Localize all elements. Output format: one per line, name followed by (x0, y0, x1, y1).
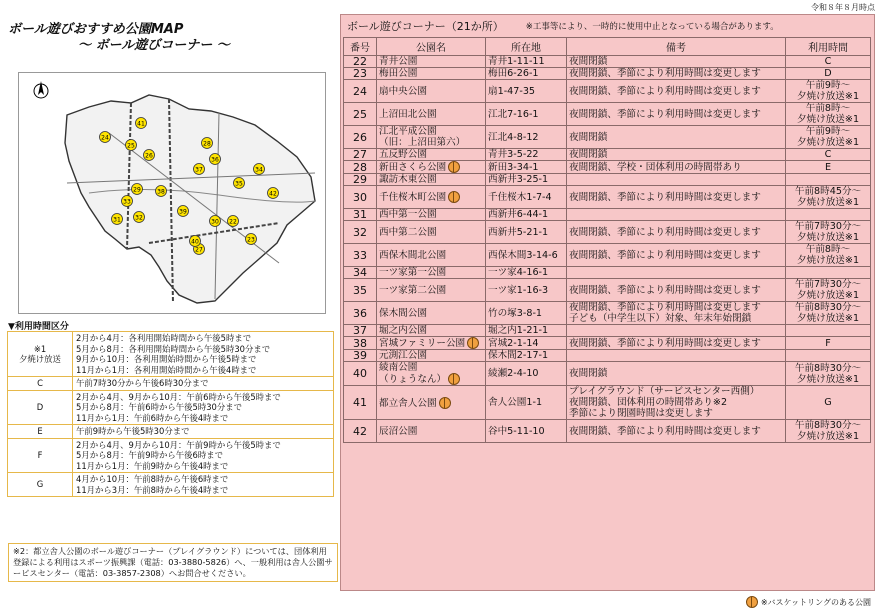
time-key: E (8, 425, 73, 439)
park-address: 谷中5-11-10 (486, 420, 567, 443)
park-note: プレイグラウンド（サービスセンター西側） 夜間閉鎖、団体利用の時間帯あり※2 季節により閉園時間は変更します (567, 386, 786, 420)
park-address: 梅田6-26-1 (486, 68, 567, 80)
time-key: G (8, 473, 73, 497)
park-name: 上沼田北公園 (377, 103, 486, 126)
park-note: 夜間閉鎖、季節により利用時間は変更します (567, 420, 786, 443)
park-name: 江北平成公園 （旧：上沼田第六） (377, 126, 486, 149)
park-number: 32 (344, 221, 377, 244)
time-key: C (8, 377, 73, 391)
col-number: 番号 (344, 38, 377, 56)
park-name: 元渕江公園 (377, 350, 486, 362)
time-key: D (8, 390, 73, 425)
park-number: 26 (344, 126, 377, 149)
park-row (344, 126, 871, 149)
basketball-icon (467, 337, 479, 349)
park-number: 38 (344, 337, 377, 350)
park-row (344, 80, 871, 103)
park-name: 保木間公園 (377, 302, 486, 325)
time-desc: 2月から4月：各利用開始時間から午後5時まで 5月から8月：各利用開始時間から午後5時30分まで 9月から10月：各利用開始時間から午後5時まで 11月から1月：各利用開始時間から午後4時まで (73, 332, 334, 377)
map-marker-label: 34 (255, 166, 263, 174)
park-address: 竹の塚3-8-1 (486, 302, 567, 325)
map-marker-label: 33 (123, 198, 131, 206)
park-note (567, 350, 786, 362)
col-address: 所在地 (486, 38, 567, 56)
park-number: 37 (344, 325, 377, 337)
col-name: 公園名 (377, 38, 486, 56)
park-name: 新田さくら公園 (377, 161, 486, 174)
park-row (344, 325, 871, 337)
park-time: 午前8時～ 夕焼け放送※1 (786, 244, 871, 267)
park-row (344, 420, 871, 443)
date-label: 令和８年８月時点 (811, 3, 875, 12)
park-number: 33 (344, 244, 377, 267)
park-time: E (786, 161, 871, 174)
park-row (344, 174, 871, 186)
park-row (344, 350, 871, 362)
park-time (786, 209, 871, 221)
col-note: 備考 (567, 38, 786, 56)
map-marker-label: 39 (179, 208, 187, 216)
page-title (8, 22, 230, 54)
map-marker-label: 25 (127, 142, 135, 150)
map-marker-label: 27 (195, 246, 203, 254)
time-desc: 2月から4月、9月から10月：午前9時から午後5時まで 5月から8月：午前9時から午後6時まで 11月から1月：午前9時から午後4時まで (73, 438, 334, 473)
basketball-icon (448, 191, 460, 203)
park-table (343, 37, 871, 443)
park-note (567, 209, 786, 221)
map-marker-label: 42 (269, 190, 277, 198)
park-address: 青井1-11-11 (486, 56, 567, 68)
park-time: 午前8時30分～ 夕焼け放送※1 (786, 302, 871, 325)
basketball-icon (439, 397, 451, 409)
park-number: 35 (344, 279, 377, 302)
map-marker-label: 35 (235, 180, 243, 188)
park-address: 扇1-47-35 (486, 80, 567, 103)
park-note: 夜間閉鎖 (567, 126, 786, 149)
legend (744, 596, 871, 608)
title-line2: ～ ボール遊びコーナー ～ (78, 38, 230, 53)
basketball-icon (448, 373, 460, 385)
time-desc: 午前9時から午後5時30分まで (73, 425, 334, 439)
park-note: 夜間閉鎖、季節により利用時間は変更します (567, 186, 786, 209)
park-row (344, 267, 871, 279)
park-note: 夜間閉鎖、季節により利用時間は変更します (567, 279, 786, 302)
park-number: 31 (344, 209, 377, 221)
park-address: 一ツ家4-16-1 (486, 267, 567, 279)
park-row (344, 103, 871, 126)
park-time: 午前8時45分～ 夕焼け放送※1 (786, 186, 871, 209)
map-marker-label: 40 (191, 238, 199, 246)
park-row (344, 302, 871, 325)
park-time: 午前8時30分～ 夕焼け放送※1 (786, 362, 871, 386)
park-number: 39 (344, 350, 377, 362)
park-note (567, 267, 786, 279)
park-name: 宮城ファミリー公園 (377, 337, 486, 350)
panel-header (341, 15, 874, 37)
map-marker-label: 23 (247, 236, 255, 244)
map-marker-label: 22 (229, 218, 237, 226)
time-desc: 2月から4月、9月から10月：午前6時から午後5時まで 5月から8月：午前6時から午後5時30分まで 11月から1月：午前6時から午後4時まで (73, 390, 334, 425)
park-row (344, 362, 871, 386)
park-note (567, 325, 786, 337)
map-marker-label: 26 (145, 152, 153, 160)
map-marker-label: 31 (113, 216, 121, 224)
time-row (8, 332, 334, 377)
park-name: 千住桜木町公園 (377, 186, 486, 209)
park-address: 堀之内1-21-1 (486, 325, 567, 337)
park-number: 42 (344, 420, 377, 443)
park-note: 夜間閉鎖、季節により利用時間は変更します (567, 337, 786, 350)
time-desc: 4月から10月：午前8時から午後6時まで 11月から3月：午前8時から午後4時まで (73, 473, 334, 497)
park-note: 夜間閉鎖、季節により利用時間は変更します 子ども（中学生以下）対象、年末年始閉鎖 (567, 302, 786, 325)
map-svg (19, 73, 325, 313)
legend-label: ※バスケットリングのある公園 (760, 597, 871, 607)
map-marker-label: 37 (195, 166, 203, 174)
park-number: 40 (344, 362, 377, 386)
park-row (344, 161, 871, 174)
park-note: 夜間閉鎖、季節により利用時間は変更します (567, 244, 786, 267)
park-row (344, 56, 871, 68)
park-note: 夜間閉鎖 (567, 149, 786, 161)
park-address: 西新井5-21-1 (486, 221, 567, 244)
park-address: 西新井3-25-1 (486, 174, 567, 186)
map-marker-label: 29 (133, 186, 141, 194)
park-name: 諏訪木東公園 (377, 174, 486, 186)
park-address: 西新井6-44-1 (486, 209, 567, 221)
park-time (786, 174, 871, 186)
time-desc: 午前7時30分から午後6時30分まで (73, 377, 334, 391)
park-time: 午前8時～ 夕焼け放送※1 (786, 103, 871, 126)
park-note: 夜間閉鎖、季節により利用時間は変更します (567, 221, 786, 244)
map-marker-label: 38 (157, 188, 165, 196)
map-marker-label: 36 (211, 156, 219, 164)
park-number: 41 (344, 386, 377, 420)
col-time: 利用時間 (786, 38, 871, 56)
ward-outline (65, 95, 315, 303)
time-key: ※1 夕焼け放送 (8, 332, 73, 377)
time-row (8, 377, 334, 391)
park-note: 夜間閉鎖、季節により利用時間は変更します (567, 80, 786, 103)
panel-note: ※工事等により、一時的に使用中止となっている場合があります。 (525, 22, 779, 32)
park-name: 都立舎人公園 (377, 386, 486, 420)
park-number: 30 (344, 186, 377, 209)
title-line1: ボール遊びおすすめ公園MAP (8, 22, 184, 37)
time-row (8, 390, 334, 425)
park-time (786, 325, 871, 337)
park-address: 千住桜木1-7-4 (486, 186, 567, 209)
park-address: 江北7-16-1 (486, 103, 567, 126)
park-time: 午前9時～ 夕焼け放送※1 (786, 126, 871, 149)
park-note: 夜間閉鎖 (567, 362, 786, 386)
park-number: 22 (344, 56, 377, 68)
park-name: 綾南公園 （りょうなん） (377, 362, 486, 386)
time-section-heading: ▼利用時間区分 (8, 322, 69, 332)
park-row (344, 186, 871, 209)
park-number: 29 (344, 174, 377, 186)
park-number: 27 (344, 149, 377, 161)
time-category-table (7, 331, 334, 497)
park-address: 綾瀬2-4-10 (486, 362, 567, 386)
park-note (567, 174, 786, 186)
park-name: 梅田公園 (377, 68, 486, 80)
park-time: G (786, 386, 871, 420)
park-name: 辰沼公園 (377, 420, 486, 443)
time-row (8, 438, 334, 473)
park-row (344, 209, 871, 221)
park-time: C (786, 56, 871, 68)
park-note: 夜間閉鎖、季節により利用時間は変更します (567, 68, 786, 80)
park-address: 保木間2-17-1 (486, 350, 567, 362)
park-note: 夜間閉鎖、季節により利用時間は変更します (567, 103, 786, 126)
park-address: 新田3-34-1 (486, 161, 567, 174)
park-address: 宮城2-1-14 (486, 337, 567, 350)
map-marker-label: 30 (211, 218, 219, 226)
park-list-panel (340, 14, 875, 591)
park-row (344, 244, 871, 267)
north-arrow-icon (34, 81, 48, 98)
park-note: 夜間閉鎖 (567, 56, 786, 68)
map-marker-label: 41 (137, 120, 145, 128)
park-address: 一ツ家1-16-3 (486, 279, 567, 302)
park-address: 青井3-5-22 (486, 149, 567, 161)
park-number: 36 (344, 302, 377, 325)
park-row (344, 149, 871, 161)
park-row (344, 337, 871, 350)
park-name: 西中第二公園 (377, 221, 486, 244)
park-time: D (786, 68, 871, 80)
park-time: 午前9時～ 夕焼け放送※1 (786, 80, 871, 103)
park-time: C (786, 149, 871, 161)
panel-title: ボール遊びコーナー（21か所） (347, 20, 504, 33)
basketball-icon (448, 161, 460, 173)
park-map (18, 72, 326, 314)
park-time: 午前7時30分～ 夕焼け放送※1 (786, 221, 871, 244)
park-name: 扇中央公園 (377, 80, 486, 103)
map-marker-label: 32 (135, 214, 143, 222)
park-row (344, 279, 871, 302)
park-row (344, 386, 871, 420)
time-key: F (8, 438, 73, 473)
park-time (786, 267, 871, 279)
park-address: 西保木間3-14-6 (486, 244, 567, 267)
park-time: F (786, 337, 871, 350)
park-name: 堀之内公園 (377, 325, 486, 337)
time-row (8, 425, 334, 439)
park-number: 28 (344, 161, 377, 174)
park-row (344, 68, 871, 80)
left-column (6, 0, 334, 611)
park-name: 西保木間北公園 (377, 244, 486, 267)
park-number: 34 (344, 267, 377, 279)
park-name: 青井公園 (377, 56, 486, 68)
park-row (344, 221, 871, 244)
park-time: 午前8時30分～ 夕焼け放送※1 (786, 420, 871, 443)
map-marker-label: 24 (101, 134, 109, 142)
park-number: 24 (344, 80, 377, 103)
park-number: 25 (344, 103, 377, 126)
park-address: 江北4-8-12 (486, 126, 567, 149)
park-address: 舎人公園1-1 (486, 386, 567, 420)
time-row (8, 473, 334, 497)
park-time: 午前7時30分～ 夕焼け放送※1 (786, 279, 871, 302)
park-name: 五反野公園 (377, 149, 486, 161)
park-name: 一ツ家第二公園 (377, 279, 486, 302)
map-marker-label: 28 (203, 140, 211, 148)
park-number: 23 (344, 68, 377, 80)
note-2: ※2：都立舎人公園のボール遊びコーナー（プレイグラウンド）については、団体利用登録による利用はスポーツ振興課（電話：03-3880-5826）へ、一般利用は舎人公園サービスセンター（電話：03-3857-2308）へお問合せください。 (8, 543, 338, 582)
basketball-icon (746, 596, 758, 608)
park-name: 一ツ家第一公園 (377, 267, 486, 279)
park-time (786, 350, 871, 362)
park-table-header (344, 38, 871, 56)
park-name: 西中第一公園 (377, 209, 486, 221)
park-note: 夜間閉鎖、学校・団体利用の時間帯あり (567, 161, 786, 174)
